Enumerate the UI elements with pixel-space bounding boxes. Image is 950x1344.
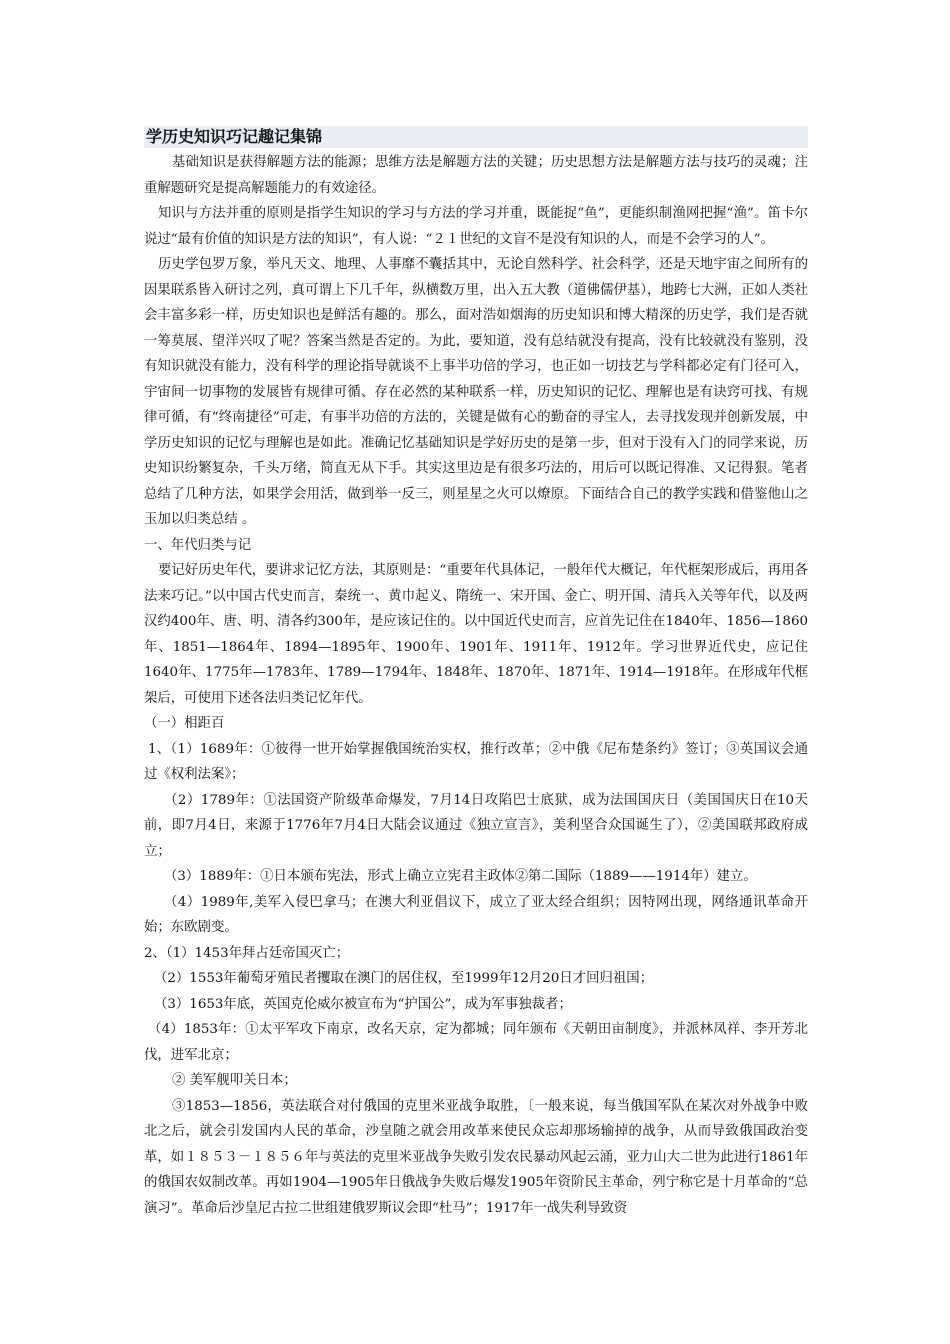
paragraph: 知识与方法并重的原则是指学生知识的学习与方法的学习并重，既能捉“鱼”，更能织制渔网把握“渔”。笛卡尔说过“最有价值的知识是方法的知识”，有人说：“２１世纪的文盲不是没有知识的人，而是不会学习的人”。	[144, 206, 808, 247]
paragraph: （3）1889年：①日本颁布宪法，形式上确立立宪君主政体②第二国际（1889——1914年）建立。	[164, 869, 757, 884]
paragraph: 基础知识是获得解题方法的能源；思维方法是解题方法的关键；历史思想方法是解题方法与技巧的灵魂；注重解题研究是提高解题能力的有效途径。	[144, 155, 808, 196]
paragraph: 历史学包罗万象，举凡天文、地理、人事靡不囊括其中，无论自然科学、社会科学，还是天地宇宙之间所有的因果联系皆入研讨之列，真可谓上下几千年，纵横数万里，出入五大教（道佛儒伊基），地跨七大洲，正如人类社会丰富多彩一样，历史知识也是鲜活有趣的。那么，面对浩如烟海的历史知识和博大精深的历史学，我们是否就一筹莫展、望洋兴叹了呢？答案当然是否定的。为此，要知道，没有总结就没有提高，没有比较就没有鉴别，没有知识就没有能力，没有科学的理论指导就谈不上事半功倍的学习，也正如一切技艺与学科都必定有门径可入，宇宙间一切事物的发展皆有规律可循、存在必然的某种联系一样，历史知识的记忆、理解也是有诀窍可找、有规律可循，有“终南捷径”可走，有事半功倍的方法的，关键是做有心的勤奋的寻宝人，去寻找发现并创新发展，中学历史知识的记忆与理解也是如此。准确记忆基础知识是学好历史的是第一步，但对于没有入门的同学来说，历史知识纷繁复杂，千头万绪，简直无从下手。其实这里边是有很多巧法的，用后可以既记得准、又记得狠。笔者总结了几种方法，如果学会用活，做到举一反三，则星星之火可以燎原。下面结合自己的教学实践和借鉴他山之玉加以归类总结 。	[144, 257, 808, 527]
paragraph: 1、（1）1689年：①彼得一世开始掌握俄国统治实权，推行改革；②中俄《尼布楚条约》签订；③英国议会通过《权利法案》；	[144, 741, 808, 782]
paragraph: （2）1553年葡萄牙殖民者攫取在澳门的居住权，至1999年12月20日才回归祖国；	[154, 971, 654, 986]
paragraph: （一）相距百	[144, 716, 225, 731]
document-page	[144, 126, 808, 1221]
paragraph: 要记好历史年代，要讲求记忆方法，其原则是：“重要年代具体记，一般年代大概记，年代框架形成后，再用各法来巧记。”以中国古代史而言，秦统一、黄巾起义、隋统一、宋开国、金亡、明开国、清兵入关等年代，以及两汉约400年、唐、明、清各约300年，是应该记住的。以中国近代史而言，应首先记住在1840年、1856—1860年、1851—1864年、1894—1895年、1900年、1901年、1911年、1912年。学习世界近代史，应记住1640年、1775年—1783年、1789—1794年、1848年、1870年、1871年、1914—1918年。在形成年代框架后，可使用下述各法归类记忆年代。	[144, 563, 808, 706]
document-body	[144, 150, 808, 1221]
paragraph: （2）1789年：①法国资产阶级革命爆发，7月14日攻陷巴士底狱，成为法国国庆日（美国国庆日在10天前，即7月4日，来源于1776年7月4日大陆会议通过《独立宣言》，美利坚合众国诞生了），②美国联邦政府成立；	[144, 792, 808, 859]
paragraph: （4）1853年：①太平军攻下南京，改名天京，定为都城；同年颁布《天朝田亩制度》，并派林凤祥、李开芳北伐，进军北京；	[144, 1022, 808, 1063]
paragraph: 一、年代归类与记	[144, 537, 252, 553]
paragraph: ③1853—1856，英法联合对付俄国的克里米亚战争取胜，〔一般来说，每当俄国军队在某次对外战争中败北之后，就会引发国内人民的革命，沙皇随之就会用改革来使民众忘却那场输掉的战争，从而导致俄国政治变革，如１８５３－１８５６年与英法的克里米亚战争失败引发农民暴动风起云涌，亚力山大二世为此进行1861年的俄国农奴制改革。再如1904—1905年日俄战争失败后爆发1905年资阶民主革命，列宁称它是十月革命的“总演习”。革命后沙皇尼古拉二世组建俄罗斯议会即“杜马”；1917年一战失利导致资	[144, 1098, 808, 1216]
paragraph: ② 美军舰叩关日本；	[172, 1073, 297, 1088]
paragraph: （3）1653年底，英国克伦威尔被宣布为“护国公”，成为军事独裁者；	[154, 996, 572, 1012]
paragraph: 2、（1）1453年拜占廷帝国灭亡；	[144, 945, 350, 961]
document-title: 学历史知识巧记趣记集锦	[144, 126, 808, 148]
paragraph: （4）1989年,美军入侵巴拿马；在澳大利亚倡议下，成立了亚太经合组织；因特网出现，网络通讯革命开始；东欧剧变。	[144, 894, 808, 935]
